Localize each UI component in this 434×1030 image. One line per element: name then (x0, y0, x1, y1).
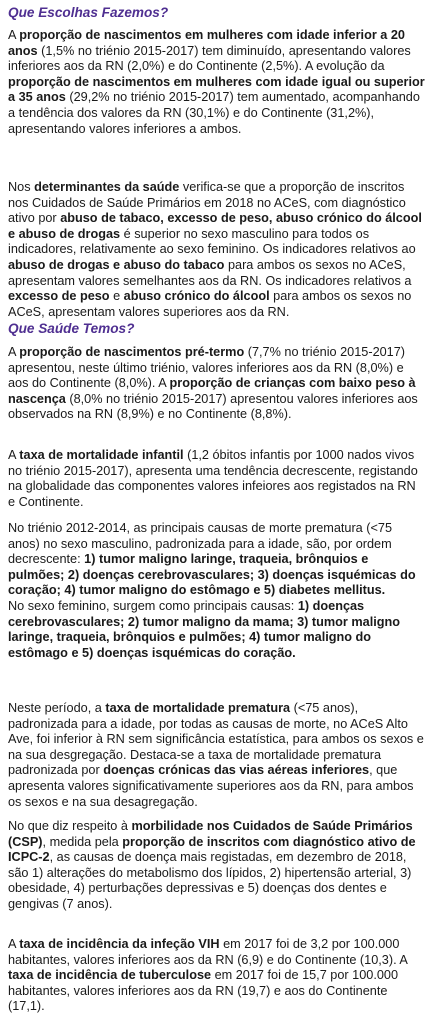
bold-text: taxa de mortalidade prematura (105, 701, 291, 715)
text-run: (29,2% no triénio 2015-2017) tem aumentado, acompanhando a tendência dos valores da RN (30,1%) e do Continente (31,2%), apresentando valores inferiores a ambos. (8, 90, 420, 136)
paragraph-morbilidade (8, 819, 426, 913)
bold-text: taxa de incidência da infeção VIH (19, 937, 220, 951)
text-run: Neste período, a (8, 701, 106, 715)
bold-text: proporção de inscritos com diagnóstico ativo de ICPC-2 (8, 834, 416, 865)
text-run: em 2017 foi de 15,7 por 100.000 habitantes, valores inferiores aos da RN (19,7) e aos do Continente (17,1). (8, 968, 399, 1014)
paragraph-pre-termo (8, 345, 426, 423)
bold-text: proporção de nascimentos em mulheres com idade igual ou superior a 35 anos (8, 74, 425, 105)
text-run: A (8, 448, 20, 462)
text-run: A (8, 937, 20, 951)
bold-text: excesso de peso (8, 289, 110, 304)
text-run: A (8, 28, 20, 42)
bold-text: abuso crónico do álcool (123, 289, 270, 304)
text-run: Nos (8, 180, 35, 194)
section-title-saude: Que Saúde Temos? (8, 321, 135, 336)
bold-text: 1) tumor maligno laringe, traqueia, brônquios e pulmões; 2) doenças cerebrovasculares; 3) doenças isquémicas do coração; 4) tumor maligno do estômago e 5) diabetes mellitus. (8, 552, 416, 598)
bold-text: taxa de mortalidade infantil (19, 448, 184, 462)
bold-text: 1) doenças cerebrovasculares; 2) tumor maligno da mama; 3) tumor maligno laringe, traqueia, brônquios e pulmões; 4) tumor maligno do estômago e 5) doenças isquémicas do coração. (8, 598, 401, 660)
text-run: (8,0% no triénio 2015-2017) apresentou valores inferiores aos observados na RN (8,9%) e no Continente (8,8%). (8, 391, 418, 422)
bold-text: morbilidade nos Cuidados de Saúde Primários (CSP) (8, 819, 413, 849)
bold-text: abuso de tabaco, excesso de peso, abuso crónico do álcool e abuso de drogas (8, 211, 422, 241)
paragraph-mortalidade-prematura (8, 701, 426, 810)
text-run: para ambos os sexos no ACeS, apresentam valores superiores aos da RN. (8, 289, 412, 319)
text-run: , as causas de doença mais registadas, em dezembro de 2018, são 1) alterações do metabolismo dos lípidos, 2) hipertensão arterial, 3) obesidade, 4) perturbações depressivas e 5) doenças dos dentes e gengivas (7 anos). (8, 850, 412, 911)
text-run: No sexo feminino, surgem como principais causas: (8, 598, 298, 613)
bold-text: proporção de crianças com baixo peso à nascença (8, 376, 416, 406)
text-run: (1,5% no triénio 2015-2017) tem diminuído, apresentando valores inferiores aos da RN (2,0%) e do Continente (2,5%). A evolução da (8, 43, 411, 74)
text-run: , medida pela (42, 834, 123, 849)
paragraph-incidencia (8, 937, 426, 1015)
text-run: No que diz respeito à (8, 819, 132, 833)
paragraph-causas-morte (8, 521, 426, 661)
bold-text: doenças crónicas das vias aéreas inferiores (103, 763, 370, 778)
bold-text: proporção de nascimentos pré-termo (19, 345, 245, 359)
text-run: No triénio 2012-2014, as principais causas de morte prematura (<75 anos) no sexo masculino, padronizada para a idade, são, por ordem decrescente: (8, 521, 393, 567)
text-run: (7,7% no triénio 2015-2017) apresentou, neste último triénio, valores inferiores aos da RN (8,0%) e aos do Continente (8,0%). A (8, 345, 406, 391)
text-run: A (8, 345, 20, 359)
paragraph-mortalidade-infantil (8, 448, 426, 510)
text-run: é superior no sexo masculino para todos os indicadores, relativamente ao sexo feminino. Os indicadores relativos ao (8, 226, 416, 257)
paragraph-determinantes-saude (8, 180, 426, 320)
text-run: (1,2 óbitos infantis por 1000 nados vivos no triénio 2015-2017), apresenta uma tendência decrescente, registando na globalidade das componentes valores infeiores aos registados na RN e Continente. (8, 448, 418, 509)
text-run: para ambos os sexos no ACeS, apresentam valores semelhantes aos da RN. Os indicadores relativos a (8, 257, 412, 288)
text-run: em 2017 foi de 3,2 por 100.000 habitantes, valores inferiores aos da RN (6,9) e do Continente (10,3). A (8, 937, 408, 967)
section-title-escolhas: Que Escolhas Fazemos? (8, 5, 169, 20)
text-run: , que apresenta valores significativamente superiores aos da RN, para ambos os sexos e na sua desagregação. (8, 763, 414, 809)
text-run: (<75 anos), padronizada para a idade, por todas as causas de morte, no ACeS Alto Ave, foi inferior à RN sem significância estatística, para ambos os sexos e na sua desgregação. Destaca-se a taxa de mortalidade prematura padronizada por (8, 701, 424, 778)
bold-text: proporção de nascimentos em mulheres com idade inferior a 20 anos (8, 28, 405, 58)
bold-text: taxa de incidência de tuberculose (8, 968, 212, 983)
text-run: verifica-se que a proporção de inscritos nos Cuidados de Saúde Primários em 2018 no ACeS, com diagnóstico ativo por (8, 180, 406, 226)
paragraph-nascimentos-idade (8, 28, 426, 137)
bold-text: abuso de drogas e abuso do tabaco (8, 257, 225, 272)
text-run: e (109, 289, 124, 304)
bold-text: determinantes da saúde (34, 180, 180, 194)
